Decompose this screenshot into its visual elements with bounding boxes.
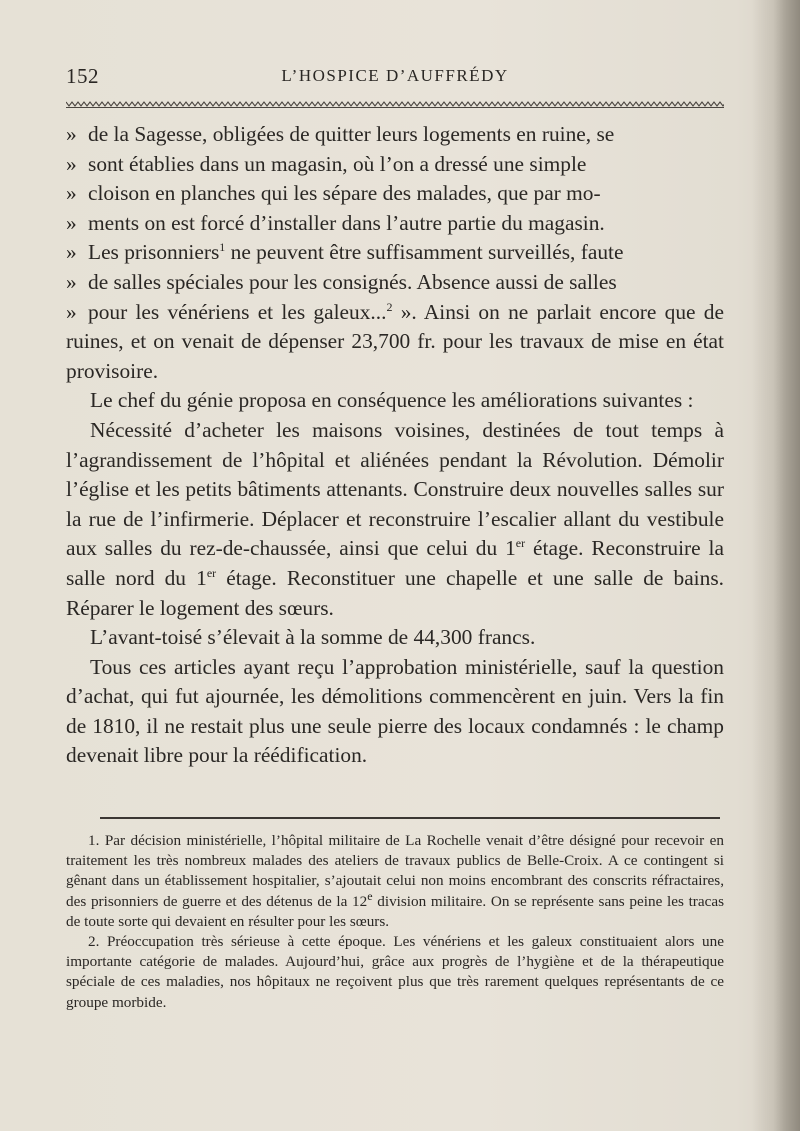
header-ornament-rule [66, 100, 724, 108]
paragraph-3: L’avant-toisé s’élevait à la somme de 44,300 francs. [90, 625, 536, 650]
footnotes [66, 831, 724, 1013]
paragraph-2: Nécessité d’acheter les maisons voisines, destinées de tout temps à l’agrandissement de l’hôpital et aliénées pendant la Révolution. Démolir l’église et les petits bâtiments attenants. Construire deux nouvelles salles sur la rue de l’infirmerie. Déplacer et reconstruire l’escalier allant du vestibule aux salles du rez-de-chaussée, ainsi que celui du 1er étage. Reconstruire la salle nord du 1er étage. Reconstituer une chapelle et une salle de bains. Réparer le logement des sœurs. [66, 417, 724, 620]
running-title: L’HOSPICE D’AUFFRÉDY [281, 66, 509, 85]
main-text [66, 120, 724, 771]
page-header [66, 64, 724, 92]
footnote-ref-1: 1 [219, 240, 226, 255]
footnote-ref-2: 2 [386, 299, 393, 314]
footnote-2: 2. Préoccupation très sérieuse à cette époque. Les vénériens et les galeux constituaient alors une importante catégorie de malades. Aujourd’hui, grâce aux progrès de l’hygiène et de la thérapeutique spéciale de ces maladies, nos hôpitaux ne reçoivent plus que très rarement quelques représentants de ce groupe morbide. [66, 933, 724, 1011]
page-edge-shadow [752, 0, 800, 1131]
page-number: 152 [66, 64, 99, 88]
footnote-1: 1. Par décision ministérielle, l’hôpital militaire de La Rochelle venait d’être désigné pour recevoir en traitement les très nombreux malades des ateliers de travaux publics de Belle-Croix. A ce contingent si gênant dans un établissement hospitalier, s’ajoutait celui non moins encombrant des conscrits réfractaires, des prisonniers de guerre et des détenus de la 12e division militaire. On se représente sans peine les tracas de toute sorte qui devaient en résulter pour les sœurs. [66, 832, 724, 930]
footnote-separator [100, 817, 720, 819]
quote-paragraph: » de la Sagesse, obligées de quitter leurs logements en ruine, se » sont établies dans un magasin, où l’on a dressé une simple » cloison en planches qui les sépare des malades, que par mo- » ments on est forcé d’installer dans l’autre partie du magasin. » Les prisonniers$^1$ ne peuvent être suffisamment surveillés, faute » de salles spéciales pour les consignés. Absence aussi de salles » pour les vénériens et les galeux...$^2$ ». Ainsi on ne parlait encore que de ruines, et on venait de dépenser 23,700 fr. pour les travaux de mise en état provisoire. [66, 122, 724, 383]
paragraph-4: Tous ces articles ayant reçu l’approbation ministérielle, sauf la question d’achat, qui fut ajournée, les démolitions commencèrent en juin. Vers la fin de 1810, il ne restait plus une seule pierre des locaux condamnés : le champ devenait libre pour la réédification. [66, 654, 724, 768]
paragraph-1: Le chef du génie proposa en conséquence les améliorations suivantes : [90, 388, 694, 413]
